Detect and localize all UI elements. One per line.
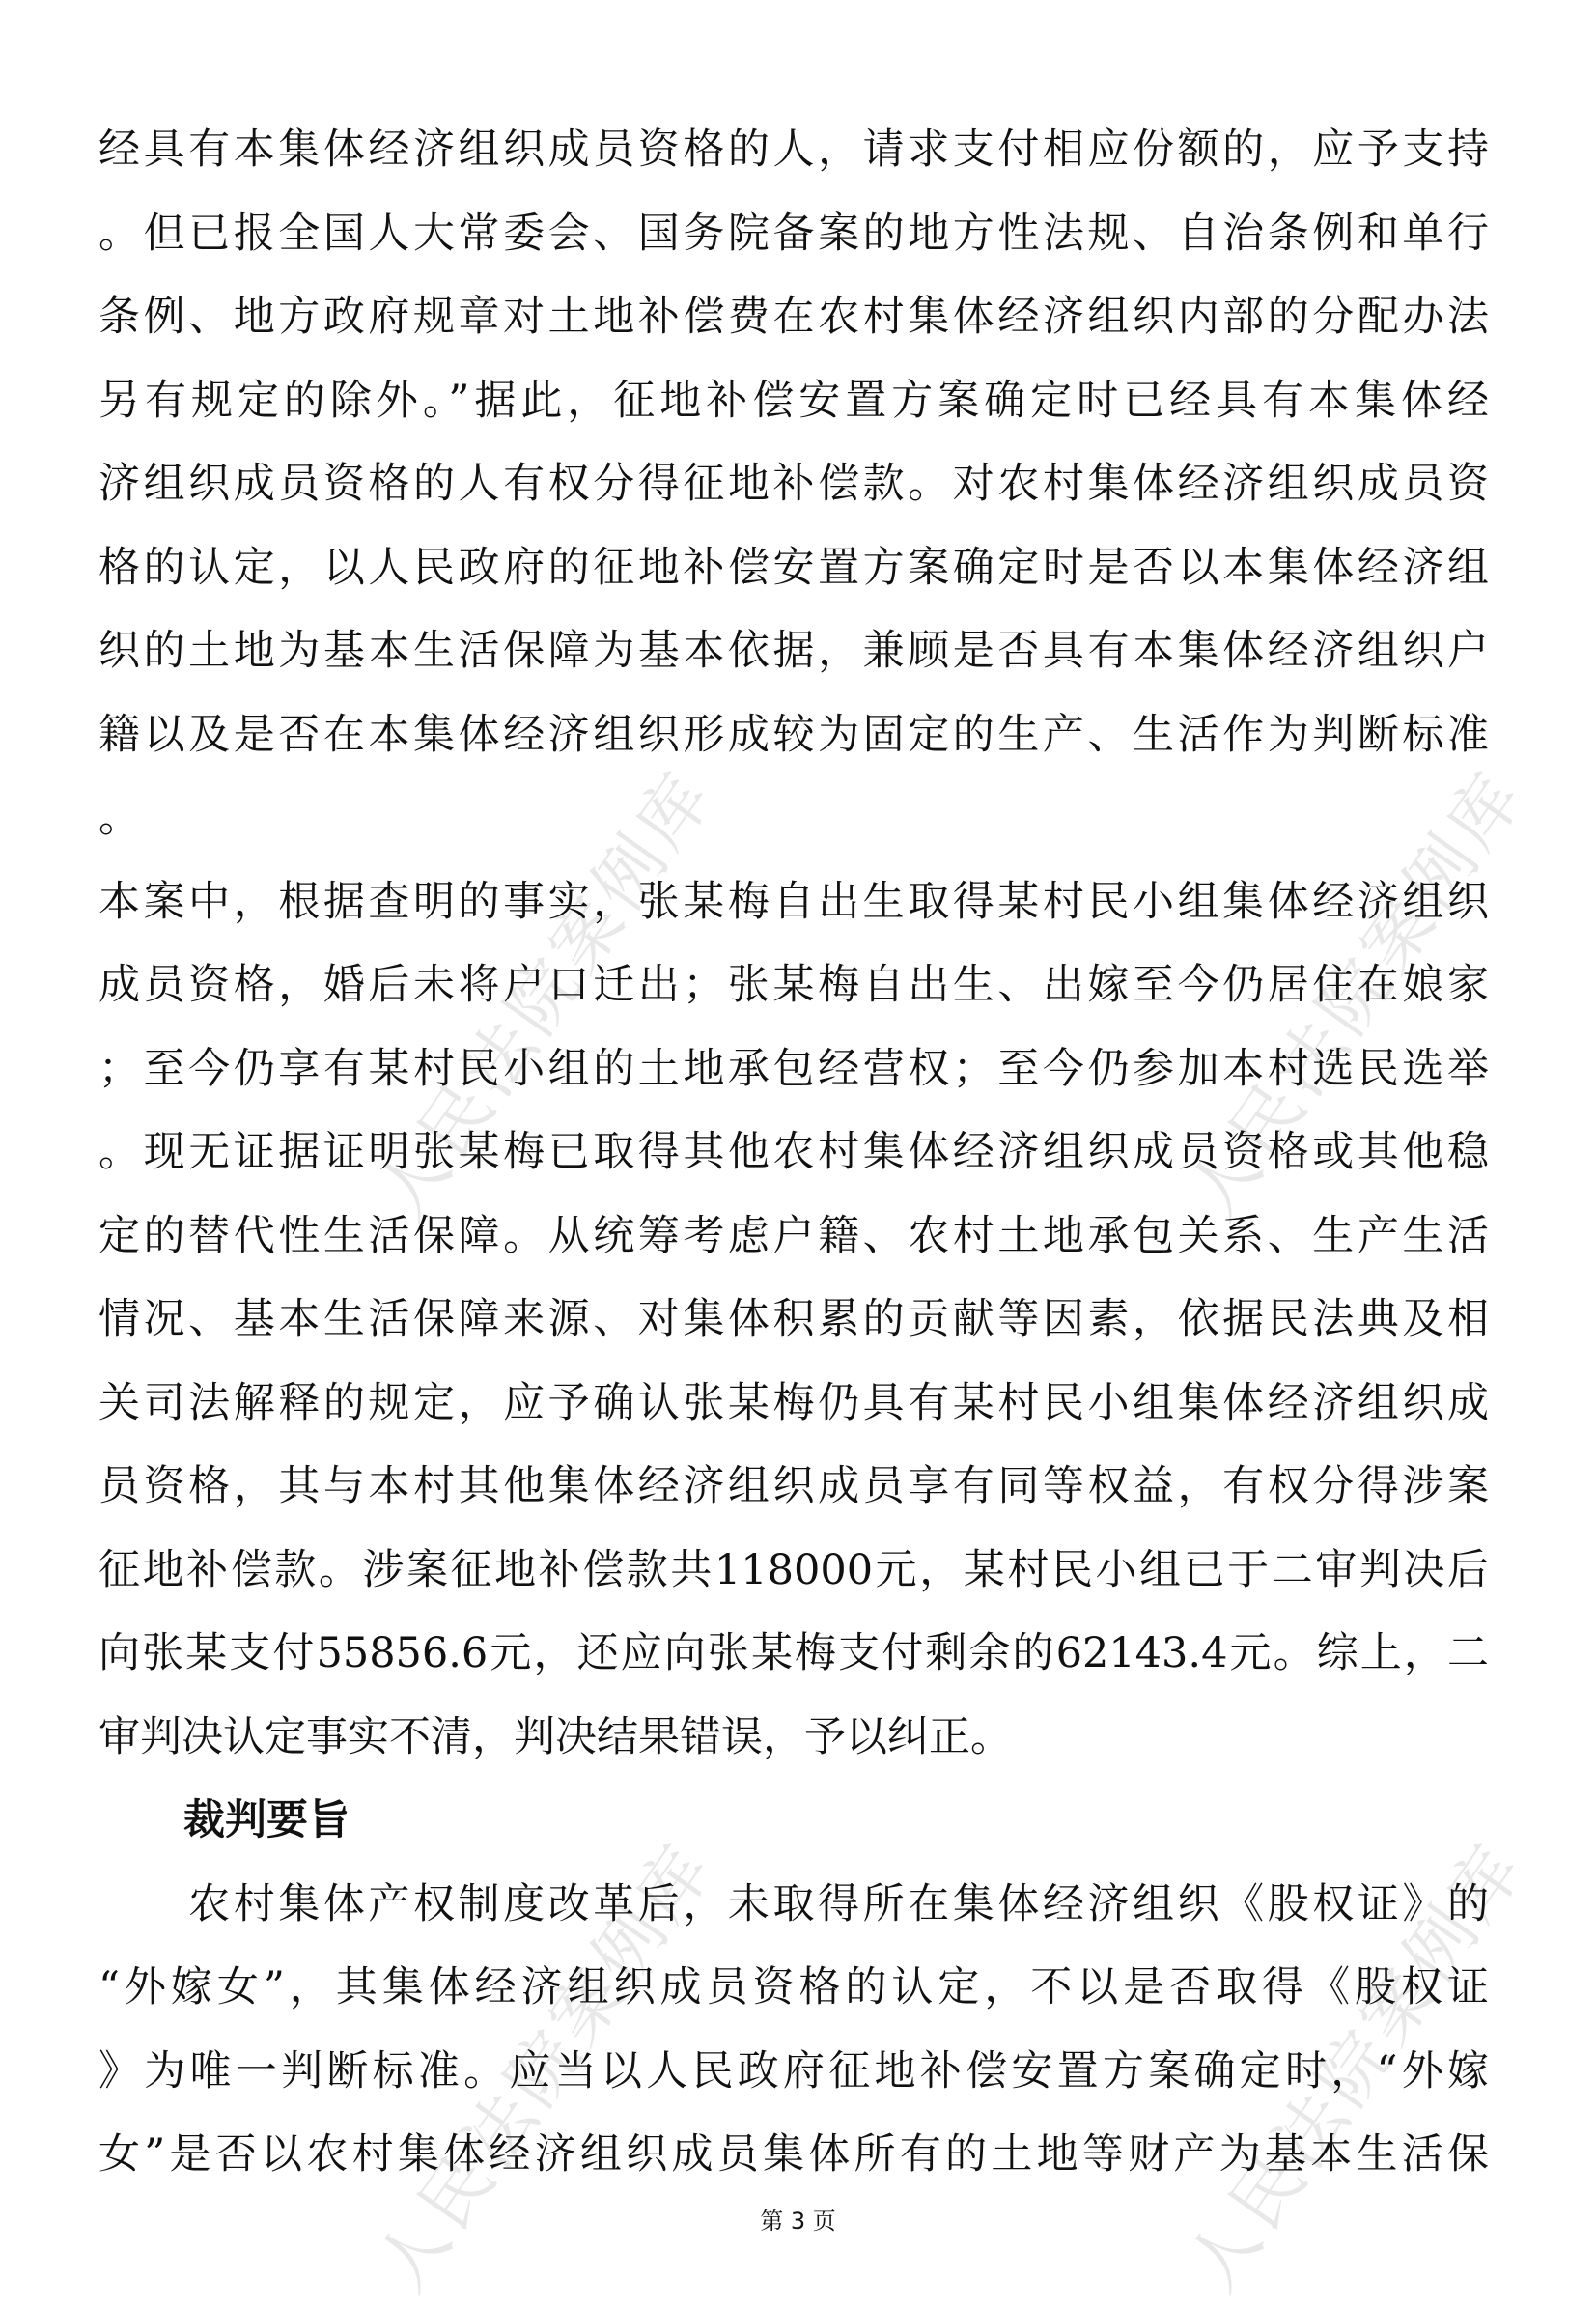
text-line: 。但已报全国人大常委会、国务院备案的地方性法规、自治条例和单行 [98,209,1489,258]
text-line: “外嫁女”，其集体经济组织成员资格的认定，不以是否取得《股权证 [98,1963,1489,2012]
text-line: 。 [98,794,140,842]
watermark-text: 人民法院案例库 [1171,1826,1541,2306]
text-line: ；至今仍享有某村民小组的土地承包经营权；至今仍参加本村选民选举 [98,1044,1489,1093]
text-line: 女”是否以农村集体经济组织成员集体所有的土地等财产为基本生活保 [98,2130,1489,2179]
text-line: 。现无证据证明张某梅已取得其他农村集体经济组织成员资格或其他稳 [98,1128,1489,1176]
text-line: 征地补偿款。涉案征地补偿款共118000元，某村民小组已于二审判决后 [98,1545,1489,1594]
text-line: 农村集体产权制度改革后，未取得所在集体经济组织《股权证》的 [98,1879,1489,1928]
text-line: 籍以及是否在本集体经济组织形成较为固定的生产、生活作为判断标准 [98,710,1489,759]
text-line: 格的认定，以人民政府的征地补偿安置方案确定时是否以本集体经济组 [98,543,1489,592]
text-line: 成员资格，婚后未将户口迁出；张某梅自出生、出嫁至今仍居住在娘家 [98,961,1489,1009]
text-line: 条例、地方政府规章对土地补偿费在农村集体经济组织内部的分配办法 [98,293,1489,341]
watermark-text: 人民法院案例库 [360,754,730,1234]
watermark-text: 人民法院案例库 [1171,754,1541,1234]
watermark-text: 人民法院案例库 [360,1826,730,2306]
text-line: 向张某支付55856.6元，还应向张某梅支付剩余的62143.4元。综上，二 [98,1629,1489,1677]
paragraph-1 [98,108,1489,860]
text-line: 织的土地为基本生活保障为基本依据，兼顾是否具有本集体经济组织户 [98,627,1489,675]
text-line: 》为唯一判断标准。应当以人民政府征地补偿安置方案确定时，“外嫁 [98,2046,1489,2096]
page-number: 第 3 页 [760,2208,836,2235]
paragraph-3 [98,1863,1489,2197]
section-heading: 裁判要旨 [183,1796,350,1844]
text-line: 定的替代性生活保障。从统筹考虑户籍、农村土地承包关系、生产生活 [98,1211,1489,1260]
text-line: 情况、基本生活保障来源、对集体积累的贡献等因素，依据民法典及相 [98,1295,1489,1343]
body-text [98,108,1489,2197]
text-line: 济组织成员资格的人有权分得征地补偿款。对农村集体经济组织成员资 [98,460,1489,508]
text-line: 员资格，其与本村其他集体经济组织成员享有同等权益，有权分得涉案 [98,1462,1489,1510]
text-line: 经具有本集体经济组织成员资格的人，请求支付相应份额的，应予支持 [98,126,1489,174]
text-line: 审判决认定事实不清，判决结果错误，予以纠正。 [98,1712,1012,1761]
text-line: 关司法解释的规定，应予确认张某梅仍具有某村民小组集体经济组织成 [98,1378,1489,1427]
text-line: 本案中，根据查明的事实，张某梅自出生取得某村民小组集体经济组织 [98,877,1489,926]
paragraph-2 [98,860,1489,1780]
text-line: 另有规定的除外。”据此，征地补偿安置方案确定时已经具有本集体经 [98,376,1489,425]
